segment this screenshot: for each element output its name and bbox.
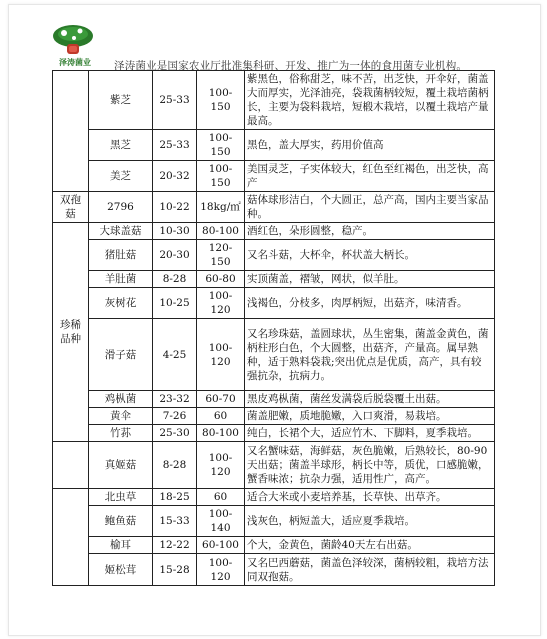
- table-row: [53, 506, 495, 537]
- table-row: [53, 319, 495, 391]
- table-row: [53, 425, 495, 442]
- table-row: [53, 240, 495, 271]
- category-label: 珍稀品种: [60, 319, 81, 345]
- days-cell: 100-140: [197, 506, 245, 537]
- days-cell: 120-150: [197, 240, 245, 271]
- temp-cell: 15-33: [153, 506, 197, 537]
- desc-cell: 又名珍珠菇，盖圆球状，丛生密集，菌盖金黄色，菌柄柱形白色，个大圆整，出菇齐，产量高。属早熟种，适于熟料袋栽;突出优点是优质，高产，具有较强抗杂，抗病力。: [245, 319, 495, 391]
- desc-cell: 黑色，盖大厚实，药用价值高: [245, 130, 495, 161]
- days-cell: 18kg/㎡: [197, 192, 245, 223]
- desc-cell: 紫黑色，俗称甜芝，味不苦，出芝快，开伞好，菌盖大而厚实，光泽油亮，袋栽菌柄较短，覆土栽培菌柄长，主要为袋料栽培，短椴木栽培，以覆土栽培产量最高。: [245, 71, 495, 130]
- intro-text: 泽涛菌业是国家农业厅批准集科研、开发、推广为一体的食用菌专业机构。: [114, 60, 468, 72]
- temp-cell: 25-33: [153, 130, 197, 161]
- table-row: [53, 223, 495, 240]
- days-cell: 100-120: [197, 554, 245, 586]
- table-row: [53, 489, 495, 506]
- desc-cell: 又名巴西蘑菇，菌盖色泽较深，菌柄较粗，栽培方法同双孢菇。: [245, 554, 495, 586]
- name-cell: 姬松茸: [89, 554, 153, 586]
- logo-text: 泽涛菌业: [59, 58, 91, 67]
- name-cell: 滑子菇: [89, 319, 153, 391]
- name-cell: 羊肚菌: [89, 271, 153, 288]
- temp-cell: 12-22: [153, 537, 197, 554]
- days-cell: 60: [197, 489, 245, 506]
- desc-cell: 又名蟹味菇，海鲜菇，灰色脆嫩，后熟较长，80-90天出菇；菌盖半球形，柄长中等，质优，口感脆嫩，蟹香味浓；抗杂力强，适用性广，高产。: [245, 442, 495, 489]
- temp-cell: 25-33: [153, 71, 197, 130]
- desc-cell: 酒红色，朵形圆整，稳产。: [245, 223, 495, 240]
- category-cell: [53, 489, 89, 586]
- table-row: [53, 554, 495, 586]
- name-cell: 鸡枞菌: [89, 391, 153, 408]
- days-cell: 80-100: [197, 425, 245, 442]
- temp-cell: 4-25: [153, 319, 197, 391]
- name-cell: 大球盖菇: [89, 223, 153, 240]
- desc-cell: 黑皮鸡枞菌，菌丝发满袋后脱袋覆土出菇。: [245, 391, 495, 408]
- temp-cell: 18-25: [153, 489, 197, 506]
- temp-cell: 10-25: [153, 288, 197, 319]
- table-row: [53, 192, 495, 223]
- desc-cell: 实顶菌盖，褶皱，网状，似羊肚。: [245, 271, 495, 288]
- name-cell: 黑芝: [89, 130, 153, 161]
- desc-cell: 菇体球形洁白，个大圆正，总产高，国内主要当家品种。: [245, 192, 495, 223]
- table-row: [53, 442, 495, 489]
- days-cell: 60: [197, 408, 245, 425]
- days-cell: 80-100: [197, 223, 245, 240]
- name-cell: 黄伞: [89, 408, 153, 425]
- temp-cell: 20-32: [153, 161, 197, 192]
- table-row: [53, 130, 495, 161]
- desc-cell: 又名斗菇，大杯伞，杯状盖大柄长。: [245, 240, 495, 271]
- temp-cell: 20-30: [153, 240, 197, 271]
- temp-cell: 7-26: [153, 408, 197, 425]
- name-cell: 竹荪: [89, 425, 153, 442]
- days-cell: 60-70: [197, 391, 245, 408]
- table-row: [53, 391, 495, 408]
- temp-cell: 10-22: [153, 192, 197, 223]
- desc-cell: 美国灵芝，子实体较大，红色至红褐色，出芝快，高产: [245, 161, 495, 192]
- category-cell: [53, 223, 89, 442]
- species-table: [52, 70, 495, 586]
- days-cell: 100-120: [197, 319, 245, 391]
- temp-cell: 10-30: [153, 223, 197, 240]
- days-cell: 60-80: [197, 271, 245, 288]
- category-cell: 双孢菇: [53, 192, 89, 223]
- desc-cell: 个大，金黄色，菌龄40天左右出菇。: [245, 537, 495, 554]
- days-cell: 100-120: [197, 442, 245, 489]
- name-cell: 紫芝: [89, 71, 153, 130]
- desc-cell: 浅灰色，柄短盖大，适应夏季栽培。: [245, 506, 495, 537]
- days-cell: 100-120: [197, 288, 245, 319]
- table-row: [53, 537, 495, 554]
- mushroom-logo-icon: [50, 22, 96, 62]
- table-row: [53, 71, 495, 130]
- temp-cell: 8-28: [153, 271, 197, 288]
- name-cell: 猪肚菇: [89, 240, 153, 271]
- name-cell: 榆耳: [89, 537, 153, 554]
- temp-cell: 25-30: [153, 425, 197, 442]
- temp-cell: 23-32: [153, 391, 197, 408]
- name-cell: 灰树花: [89, 288, 153, 319]
- category-cell: [53, 71, 89, 192]
- desc-cell: 适合大米或小麦培养基，长草快、出草齐。: [245, 489, 495, 506]
- name-cell: 2796: [89, 192, 153, 223]
- table-row: [53, 161, 495, 192]
- table-row: [53, 288, 495, 319]
- name-cell: 真姬菇: [89, 442, 153, 489]
- days-cell: 100-150: [197, 71, 245, 130]
- days-cell: 100-150: [197, 161, 245, 192]
- name-cell: 北虫草: [89, 489, 153, 506]
- desc-cell: 浅褐色，分枝多，肉厚柄短，出菇齐，味清香。: [245, 288, 495, 319]
- desc-cell: 菌盖肥嫩，质地脆嫩，入口爽滑，易栽培。: [245, 408, 495, 425]
- name-cell: 美芝: [89, 161, 153, 192]
- desc-cell: 纯白，长裙个大，适应竹木、下脚料，夏季栽培。: [245, 425, 495, 442]
- category-cell: [53, 442, 89, 489]
- temp-cell: 15-28: [153, 554, 197, 586]
- days-cell: 100-150: [197, 130, 245, 161]
- days-cell: 60-100: [197, 537, 245, 554]
- table-row: [53, 408, 495, 425]
- temp-cell: 8-28: [153, 442, 197, 489]
- table-row: [53, 271, 495, 288]
- name-cell: 鲍鱼菇: [89, 506, 153, 537]
